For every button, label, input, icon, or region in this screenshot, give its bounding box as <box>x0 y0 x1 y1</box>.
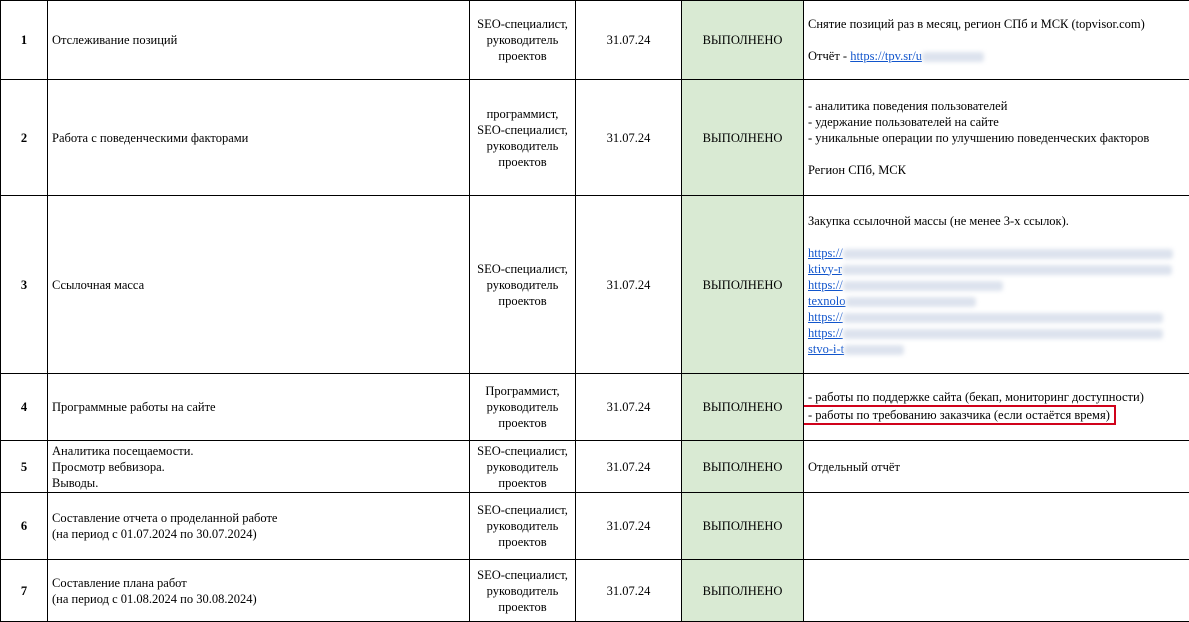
task-cell: Ссылочная масса <box>48 196 470 374</box>
date-cell: 31.07.24 <box>576 441 682 493</box>
notes-cell <box>804 560 1189 622</box>
task-cell: Программные работы на сайте <box>48 374 470 441</box>
responsible-cell: SEO-специалист, руководитель проектов <box>470 560 576 622</box>
responsible-cell: SEO-специалист, руководитель проектов <box>470 441 576 493</box>
task-cell: Работа с поведенческими факторами <box>48 80 470 196</box>
row-number: 3 <box>1 196 48 374</box>
status-cell: ВЫПОЛНЕНО <box>682 80 804 196</box>
task-cell: Составление плана работ (на период с 01.08.2024 по 30.08.2024) <box>48 560 470 622</box>
highlighted-note: - работы по требованию заказчика (если остаётся время) <box>804 405 1116 425</box>
responsible-cell: Программист, руководитель проектов <box>470 374 576 441</box>
notes-cell <box>804 493 1189 560</box>
date-cell: 31.07.24 <box>576 560 682 622</box>
backlink[interactable]: https:// <box>808 326 843 340</box>
notes-cell: - работы по поддержке сайта (бекап, мониторинг доступности) - работы по требованию заказчика (если остаётся время) <box>804 374 1189 441</box>
status-cell: ВЫПОЛНЕНО <box>682 374 804 441</box>
table-row <box>1 560 1189 622</box>
task-cell: Составление отчета о проделанной работе (на период с 01.07.2024 по 30.07.2024) <box>48 493 470 560</box>
redacted-text <box>922 52 984 62</box>
redacted-text <box>843 281 1003 291</box>
row-number: 7 <box>1 560 48 622</box>
backlink[interactable]: https:// <box>808 310 843 324</box>
notes-cell: Отдельный отчёт <box>804 441 1189 493</box>
backlink[interactable]: stvo-i-t <box>808 342 844 356</box>
backlink[interactable]: texnolo <box>808 294 846 308</box>
date-cell: 31.07.24 <box>576 80 682 196</box>
redacted-text <box>844 345 904 355</box>
row-number: 5 <box>1 441 48 493</box>
date-cell: 31.07.24 <box>576 1 682 80</box>
row-number: 1 <box>1 1 48 80</box>
task-cell: Отслеживание позиций <box>48 1 470 80</box>
notes-cell: - аналитика поведения пользователей - удержание пользователей на сайте - уникальные операции по улучшению поведенческих факторов Регион СПб, МСК <box>804 80 1189 196</box>
responsible-cell: SEO-специалист, руководитель проектов <box>470 1 576 80</box>
date-cell: 31.07.24 <box>576 196 682 374</box>
notes-cell: Закупка ссылочной массы (не менее 3-х ссылок). https:// ktivy-r https:// texnolo https:// https:// stvo-i-t <box>804 196 1189 374</box>
status-cell: ВЫПОЛНЕНО <box>682 196 804 374</box>
row-number: 2 <box>1 80 48 196</box>
responsible-cell: SEO-специалист, руководитель проектов <box>470 196 576 374</box>
status-cell: ВЫПОЛНЕНО <box>682 493 804 560</box>
backlink[interactable]: ktivy-r <box>808 262 842 276</box>
table-row <box>1 441 1189 493</box>
redacted-text <box>843 313 1163 323</box>
redacted-text <box>843 329 1163 339</box>
row-number: 6 <box>1 493 48 560</box>
table-row <box>1 1 1189 80</box>
redacted-text <box>842 265 1172 275</box>
redacted-text <box>846 297 976 307</box>
table-row <box>1 493 1189 560</box>
report-link[interactable]: https://tpv.sr/u <box>850 49 922 63</box>
status-cell: ВЫПОЛНЕНО <box>682 560 804 622</box>
table-row <box>1 80 1189 196</box>
backlink[interactable]: https:// <box>808 246 843 260</box>
status-cell: ВЫПОЛНЕНО <box>682 441 804 493</box>
date-cell: 31.07.24 <box>576 493 682 560</box>
table-row <box>1 374 1189 441</box>
notes-cell: Снятие позиций раз в месяц, регион СПб и МСК (topvisor.com) Отчёт - https://tpv.sr/u <box>804 1 1189 80</box>
task-cell: Аналитика посещаемости. Просмотр вебвизора. Выводы. <box>48 441 470 493</box>
table-row <box>1 196 1189 374</box>
status-cell: ВЫПОЛНЕНО <box>682 1 804 80</box>
date-cell: 31.07.24 <box>576 374 682 441</box>
responsible-cell: программист, SEO-специалист, руководитель проектов <box>470 80 576 196</box>
responsible-cell: SEO-специалист, руководитель проектов <box>470 493 576 560</box>
row-number: 4 <box>1 374 48 441</box>
backlink[interactable]: https:// <box>808 278 843 292</box>
redacted-text <box>843 249 1173 259</box>
